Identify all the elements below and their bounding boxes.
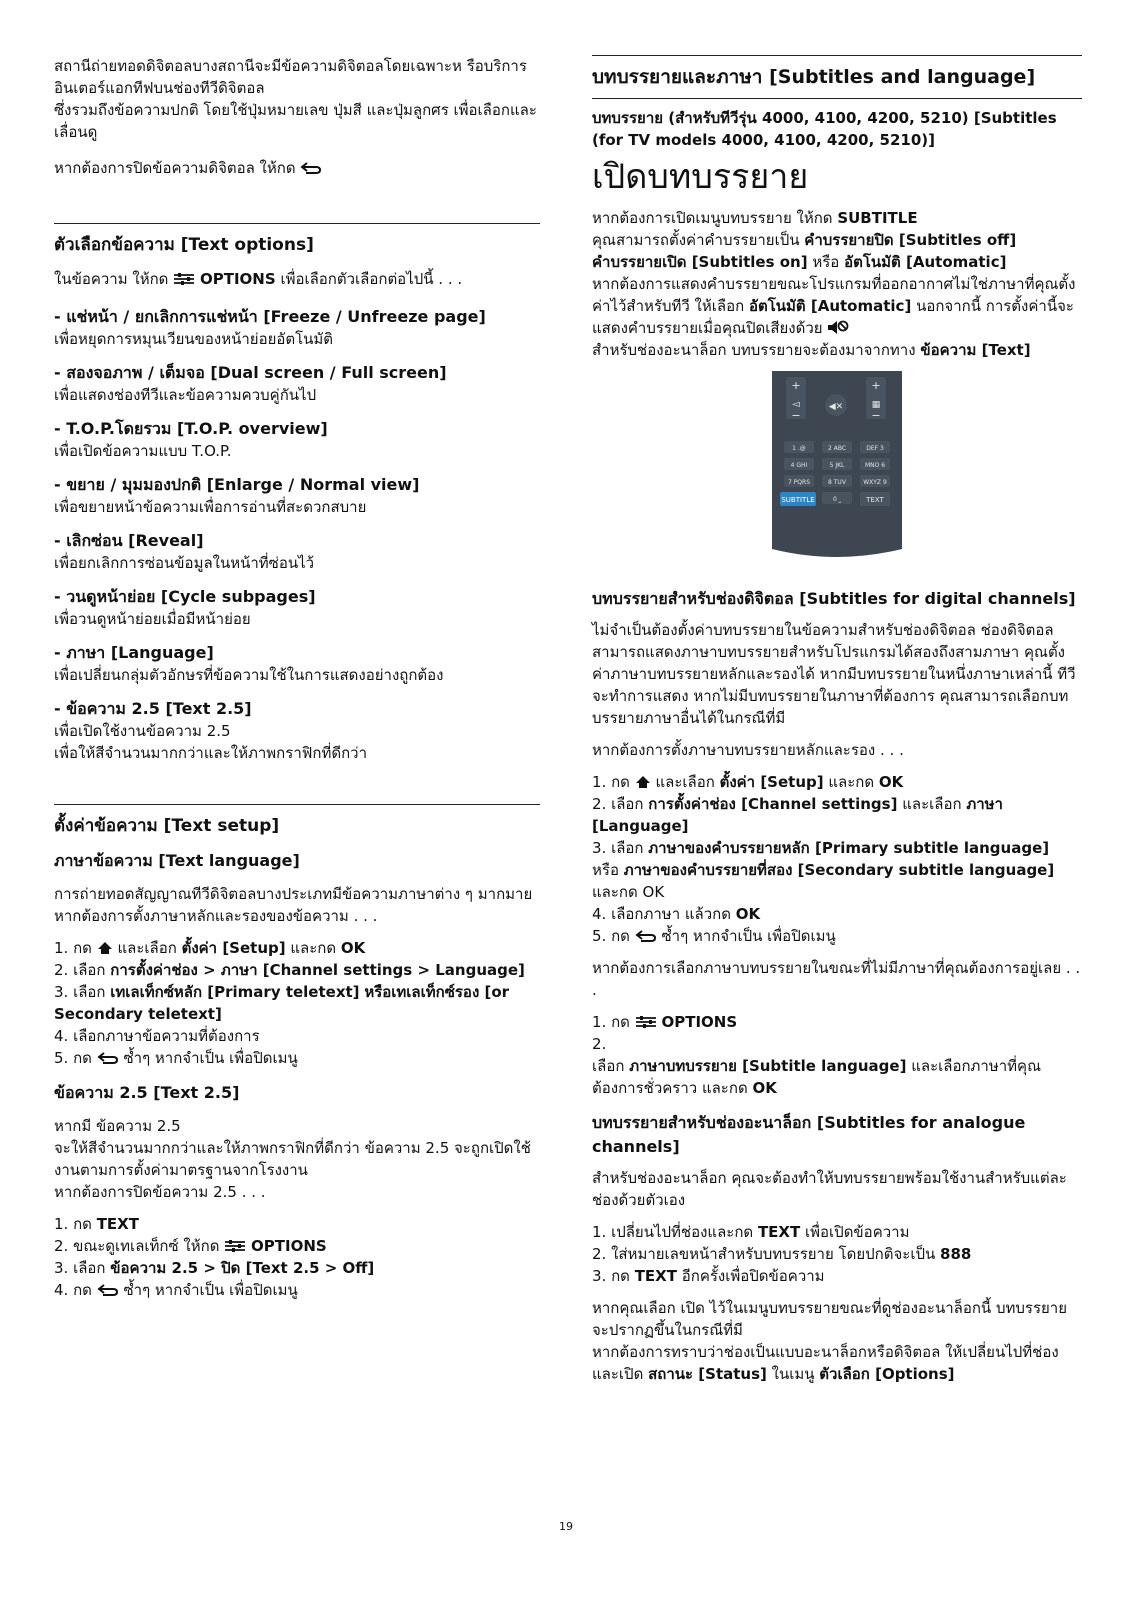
text-option-title: - แช่หน้า / ยกเลิกการแช่หน้า [Freeze / Unfreeze page]	[54, 307, 486, 326]
options-icon	[635, 1015, 657, 1029]
step: 3. เลือก ข้อความ 2.5 > ปิด [Text 2.5 > Off]	[54, 1259, 375, 1277]
text-options-title: ตัวเลือกข้อความ [Text options]	[54, 235, 314, 255]
close-text-line: หากต้องการปิดข้อความดิจิตอล ให้กด	[54, 157, 540, 179]
text-setup-title: ตั้งค่าข้อความ [Text setup]	[54, 816, 280, 836]
svg-text:DEF 3: DEF 3	[866, 445, 884, 452]
step: 4. เลือกภาษา แล้วกด OK	[592, 905, 761, 923]
back-icon	[300, 161, 322, 175]
digital-paragraph: หากต้องการตั้งภาษาบทบรรยายหลักและรอง . . .	[592, 741, 904, 759]
text-option-item	[54, 362, 540, 406]
back-icon	[635, 929, 657, 943]
svg-text:0 ⎵: 0 ⎵	[832, 496, 842, 503]
svg-text:TEXT: TEXT	[866, 496, 884, 504]
text-option-item	[54, 586, 540, 630]
text-option-title: - ข้อความ 2.5 [Text 2.5]	[54, 699, 252, 718]
text-option-item	[54, 474, 540, 518]
text-option-title: - ขยาย / มุมมองปกติ [Enlarge / Normal view]	[54, 475, 420, 494]
subtitle-paragraph: หากต้องการแสดงคำบรรยายขณะโปรแกรมที่ออกอากาศไม่ใช่ภาษาที่คุณตั้งค่าไว้สำหรับทีวี ให้เลือก อัตโนมัติ [Automatic] นอกจากนี้ การตั้งค่านี้จะแสดงคำบรรยายเมื่อคุณปิดเสียงด้วย	[592, 275, 1076, 337]
step: เลือก ภาษาบทบรรยาย [Subtitle language] และเลือกภาษาที่คุณต้องการชั่วคราว และกด OK	[592, 1057, 1042, 1097]
text-option-item	[54, 530, 540, 574]
remote-number-key	[784, 475, 814, 487]
page-number: 19	[559, 1520, 573, 1533]
intro-line: ซึ่งรวมถึงข้อความปกติ โดยใช้ปุ่มหมายเลข ปุ่มสี และปุ่มลูกศร เพื่อเลือกและเลื่อนดู	[54, 101, 537, 141]
remote-number-key	[860, 441, 890, 453]
text-option-item	[54, 642, 540, 686]
step: 2. เลือก การตั้งค่าช่อง [Channel settings] และเลือก ภาษา [Language]	[592, 795, 1003, 835]
remote-number-key	[860, 475, 890, 487]
remote-number-key	[822, 458, 852, 470]
analogue-paragraph: สำหรับช่องอะนาล็อก คุณจะต้องทำให้บทบรรยายพร้อมใช้งานสำหรับแต่ละช่องด้วยตัวเอง	[592, 1169, 1067, 1209]
step: 2. ขณะดูเทเลเท็กซ์ ให้กด OPTIONS	[54, 1237, 327, 1255]
home-icon	[97, 941, 113, 955]
subtitle-models-heading: บทบรรยาย (สำหรับทีวีรุ่น 4000, 4100, 4200, 5210) [Subtitles (for TV models 4000, 4100, 4200, 5210)]	[592, 109, 1057, 149]
step: 3. เลือก เทเลเท็กซ์หลัก [Primary teletext] หรือเทเลเท็กซ์รอง [or Secondary teletext]	[54, 983, 510, 1023]
svg-text:8 TUV: 8 TUV	[828, 479, 846, 486]
text-option-title: - ภาษา [Language]	[54, 643, 214, 662]
remote-channel-rocker	[866, 377, 886, 422]
options-icon	[224, 1239, 246, 1253]
svg-text:+: +	[791, 379, 801, 392]
svg-text:+: +	[871, 379, 881, 392]
step: 5. กด ซ้ำๆ หากจำเป็น เพื่อปิดเมนู	[592, 927, 836, 945]
digital-subtitles-title: บทบรรยายสำหรับช่องดิจิตอล [Subtitles for digital channels]	[592, 589, 1076, 608]
svg-text:SUBTITLE: SUBTITLE	[781, 496, 815, 504]
step: 1. กด TEXT	[54, 1215, 139, 1233]
step: 5. กด ซ้ำๆ หากจำเป็น เพื่อปิดเมนู	[54, 1049, 298, 1067]
analogue-paragraph: หากต้องการทราบว่าช่องเป็นแบบอะนาล็อกหรือดิจิตอล ให้เปลี่ยนไปที่ช่องและเปิด สถานะ [Status] ในเมนู ตัวเลือก [Options]	[592, 1343, 1059, 1383]
svg-text:WXYZ 9: WXYZ 9	[863, 479, 887, 486]
svg-text:4 GHI: 4 GHI	[790, 462, 808, 469]
remote-subtitle-key	[780, 492, 816, 506]
remote-mute-button	[825, 394, 847, 416]
step: 1. กด และเลือก ตั้งค่า [Setup] และกด OK	[592, 773, 904, 791]
back-icon	[97, 1051, 119, 1065]
step: หรือ ภาษาของคำบรรยายที่สอง [Secondary subtitle language] และกด OK	[592, 861, 1055, 901]
text-option-desc: เพื่อวนดูหน้าย่อยเมื่อมีหน้าย่อย	[54, 610, 251, 628]
remote-volume-rocker	[786, 377, 806, 422]
step: 1. กด OPTIONS	[592, 1013, 738, 1031]
digital-paragraph: หากต้องการเลือกภาษาบทบรรยายในขณะที่ไม่มีภาษาที่คุณต้องการอยู่เลย . . .	[592, 959, 1081, 999]
svg-text:5 JKL: 5 JKL	[829, 462, 845, 469]
home-icon	[635, 775, 651, 789]
options-icon	[173, 272, 195, 286]
language-paragraph: การถ่ายทอดสัญญาณทีวีดิจิตอลบางประเภทมีข้อความภาษาต่าง ๆ มากมาย	[54, 885, 533, 903]
step: 1. เปลี่ยนไปที่ช่องและกด TEXT เพื่อเปิดข้อความ	[592, 1223, 910, 1241]
remote-number-key	[784, 441, 814, 453]
text-option-item	[54, 418, 540, 462]
section-title: บทบรรยายและภาษา [Subtitles and language]	[592, 66, 1036, 88]
step: 1. กด และเลือก ตั้งค่า [Setup] และกด OK	[54, 939, 366, 957]
text-option-desc: เพื่อแสดงช่องทีวีและข้อความควบคู่กันไป	[54, 386, 317, 404]
text-option-title: - เลิกซ่อน [Reveal]	[54, 531, 204, 550]
text-option-title: - วนดูหน้าย่อย [Cycle subpages]	[54, 587, 316, 606]
language-paragraph: หากต้องการตั้งภาษาหลักและรองของข้อความ . . .	[54, 907, 378, 925]
subtitle-paragraph: คุณสามารถตั้งค่าคำบรรยายเป็น คำบรรยายปิด [Subtitles off]	[592, 231, 1017, 249]
step: 2. เลือก การตั้งค่าช่อง > ภาษา [Channel settings > Language]	[54, 961, 525, 979]
text-option-desc: เพื่อขยายหน้าข้อความเพื่อการอ่านที่สะดวกสบาย	[54, 498, 367, 516]
mute-icon	[827, 320, 849, 335]
svg-text:MNO 6: MNO 6	[864, 462, 886, 469]
svg-text:2 ABC: 2 ABC	[827, 445, 847, 452]
text-option-item	[54, 306, 540, 350]
analogue-subtitles-title: บทบรรยายสำหรับช่องอะนาล็อก [Subtitles for analogue channels]	[592, 1113, 1026, 1156]
svg-text:▦: ▦	[871, 400, 881, 410]
intro-line: สถานีถ่ายทอดดิจิตอลบางสถานีจะมีข้อความดิจิตอลโดยเฉพาะห รือบริการอินเตอร์แอกทีฟบนช่องทีวีดิจิตอล	[54, 57, 527, 97]
text-25-title: ข้อความ 2.5 [Text 2.5]	[54, 1083, 240, 1102]
svg-text:◅: ◅	[792, 399, 800, 410]
left-column	[54, 55, 540, 1301]
analogue-paragraph: หากคุณเลือก เปิด ไว้ในเมนูบทบรรยายขณะที่ดูช่องอะนาล็อกนี้ บทบรรยายจะปรากฏขึ้นในกรณีที่มี	[592, 1299, 1067, 1339]
digital-paragraph: ไม่จำเป็นต้องตั้งค่าบทบรรยายในข้อความสำหรับช่องดิจิตอล ช่องดิจิตอลสามารถแสดงภาษาบทบรรยายสำหรับโปรแกรมได้สองถึงสามภาษา คุณตั้งค่าภาษาบทบรรยายหลักและรองได้ หากมีบทบรรยายในหนึ่งภาษาเหล่านี้ ทีวีจะทำการแสดง หากไม่มีบทบรรยายในภาษาที่ต้องการ คุณสามารถเลือกบทบรรยายภาษาอื่นได้ในกรณีที่มี	[592, 621, 1076, 727]
text-option-desc: เพื่อเปิดใช้งานข้อความ 2.5 เพื่อให้สีจำนวนมากกว่าและให้ภาพกราฟิกที่ดีกว่า	[54, 722, 368, 762]
subtitle-paragraph: คำบรรยายเปิด [Subtitles on] หรือ อัตโนมัติ [Automatic]	[592, 253, 1007, 271]
svg-text:−: −	[791, 409, 801, 422]
text-option-item	[54, 698, 540, 764]
text-option-desc: เพื่อเปิดข้อความแบบ T.O.P.	[54, 442, 232, 460]
remote-number-key	[822, 475, 852, 487]
remote-number-key	[784, 458, 814, 470]
open-subtitles-heading: เปิดบทบรรยาย	[592, 157, 809, 197]
text-25-paragraph: จะให้สีจำนวนมากกว่าและให้ภาพกราฟิกที่ดีกว่า ข้อความ 2.5 จะถูกเปิดใช้งานตามการตั้งค่ามาตรฐานจากโรงงาน	[54, 1139, 531, 1179]
text-option-title: - T.O.P.โดยรวม [T.O.P. overview]	[54, 419, 328, 438]
svg-text:7 PQRS: 7 PQRS	[787, 479, 811, 486]
remote-number-key	[822, 441, 852, 453]
step: 4. เลือกภาษาข้อความที่ต้องการ	[54, 1027, 260, 1045]
text-language-title: ภาษาข้อความ [Text language]	[54, 851, 300, 870]
remote-control-illustration	[772, 371, 902, 561]
text-25-paragraph: หากต้องการปิดข้อความ 2.5 . . .	[54, 1183, 266, 1201]
options-intro: ในข้อความ ให้กด OPTIONS เพื่อเลือกตัวเลือกต่อไปนี้ . . .	[54, 270, 463, 288]
remote-illustration-wrap	[592, 371, 1082, 565]
step: 2.	[592, 1035, 607, 1053]
subtitle-paragraph: หากต้องการเปิดเมนูบทบรรยาย ให้กด SUBTITLE	[592, 209, 918, 227]
step: 3. กด TEXT อีกครั้งเพื่อปิดข้อความ	[592, 1267, 825, 1285]
remote-text-key	[860, 492, 890, 506]
text-option-desc: เพื่อยกเลิกการซ่อนข้อมูลในหน้าที่ซ่อนไว้	[54, 554, 315, 572]
svg-text:1 .@: 1 .@	[792, 445, 806, 452]
text-option-title: - สองจอภาพ / เต็มจอ [Dual screen / Full screen]	[54, 363, 447, 382]
step: 3. เลือก ภาษาของคำบรรยายหลัก [Primary subtitle language]	[592, 839, 1050, 857]
text-option-desc: เพื่อเปลี่ยนกลุ่มตัวอักษรที่ข้อความใช้ในการแสดงอย่างถูกต้อง	[54, 666, 444, 684]
text-option-desc: เพื่อหยุดการหมุนเวียนของหน้าย่อยอัตโนมัติ	[54, 330, 334, 348]
remote-number-key	[860, 458, 890, 470]
back-icon	[97, 1283, 119, 1297]
subtitle-paragraph: สำหรับช่องอะนาล็อก บทบรรยายจะต้องมาจากทาง ข้อความ [Text]	[592, 341, 1031, 359]
step: 4. กด ซ้ำๆ หากจำเป็น เพื่อปิดเมนู	[54, 1281, 298, 1299]
step: 2. ใส่หมายเลขหน้าสำหรับบทบรรยาย โดยปกติจะเป็น 888	[592, 1245, 972, 1263]
right-column	[592, 55, 1082, 1385]
text-25-paragraph: หากมี ข้อความ 2.5	[54, 1117, 181, 1135]
svg-text:−: −	[871, 409, 881, 422]
remote-number-key	[822, 492, 852, 504]
options-list	[54, 306, 540, 764]
svg-text:◀✕: ◀✕	[828, 402, 844, 412]
